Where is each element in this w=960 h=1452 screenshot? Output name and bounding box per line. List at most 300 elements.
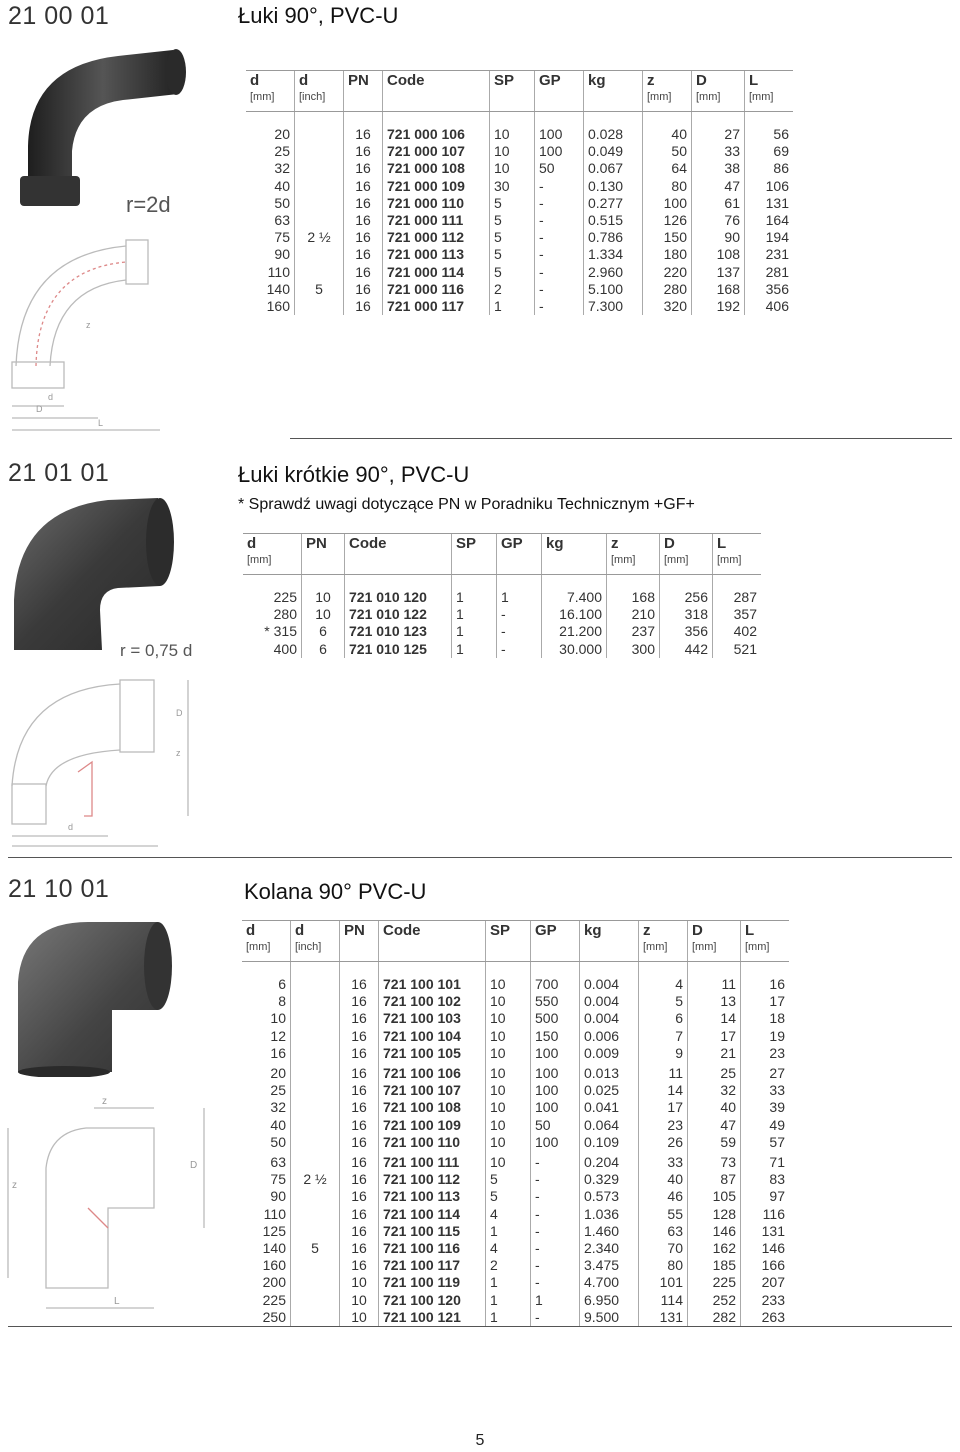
table-cell: 1 <box>486 1309 531 1326</box>
column-header: Code <box>383 71 490 112</box>
table-cell: 32 <box>270 1099 286 1116</box>
table-cell: 721 100 115 <box>379 1223 486 1240</box>
table-cell: 100 <box>531 1134 580 1151</box>
table-cell: 150 <box>643 229 692 246</box>
table-cell: - <box>531 1154 580 1171</box>
table-cell: 10 <box>486 1065 531 1082</box>
table-cell: 16 <box>340 1257 379 1274</box>
table-cell: 1 <box>486 1292 531 1309</box>
table-cell: 23 <box>741 1045 790 1062</box>
table-cell: 5.100 <box>584 281 643 298</box>
section-title: Łuki krótkie 90°, PVC-U <box>238 462 470 487</box>
table-cell: 5 <box>490 212 535 229</box>
table-cell: 2 ½ <box>295 229 344 246</box>
table-cell: 160 <box>266 298 290 315</box>
table-cell: 0.049 <box>584 143 643 160</box>
table-row <box>242 1223 789 1240</box>
table-cell: 300 <box>607 641 660 658</box>
table-row <box>242 1099 789 1116</box>
table-cell: 16 <box>340 1188 379 1205</box>
svg-text:z: z <box>176 748 181 758</box>
table-cell: 721 100 110 <box>379 1134 486 1151</box>
table-cell: 700 <box>531 976 580 993</box>
page-number: 5 <box>475 1432 485 1449</box>
section-divider <box>8 857 952 858</box>
table-row <box>246 229 793 246</box>
column-header: D [mm] <box>688 921 741 962</box>
table-cell: 400 <box>273 640 297 657</box>
column-header: kg <box>580 921 639 962</box>
table-cell: 32 <box>274 160 290 177</box>
table-cell: 16 <box>344 229 383 246</box>
table-cell: 10 <box>486 993 531 1010</box>
table-row <box>242 1045 789 1062</box>
table-cell: 21 <box>688 1045 741 1062</box>
table-cell <box>291 1010 340 1027</box>
column-header: D [mm] <box>692 71 745 112</box>
table-cell: 721 100 121 <box>379 1309 486 1326</box>
table-cell: 17 <box>639 1099 688 1116</box>
table-cell: 131 <box>639 1309 688 1326</box>
table-cell: 1 <box>486 1274 531 1291</box>
table-cell: - <box>531 1206 580 1223</box>
table-cell <box>291 1117 340 1134</box>
column-header: PN <box>302 534 345 575</box>
table-cell: 16 <box>340 1154 379 1171</box>
table-cell: 90 <box>274 246 290 263</box>
table-row <box>242 976 789 993</box>
table-cell: 194 <box>745 229 794 246</box>
table-cell: 721 010 120 <box>345 589 452 606</box>
table-row <box>243 623 761 640</box>
table-row <box>242 993 789 1010</box>
table-cell <box>291 1028 340 1045</box>
table-cell <box>291 1065 340 1082</box>
table-cell: 106 <box>745 178 794 195</box>
column-header: SP <box>452 534 497 575</box>
table-cell: 16 <box>340 1171 379 1188</box>
table-cell: 721 100 116 <box>379 1240 486 1257</box>
table-row <box>246 281 793 298</box>
dimensions-table <box>246 70 793 315</box>
table-cell: 18 <box>741 1010 790 1027</box>
svg-text:L: L <box>98 418 104 428</box>
product-code: 21 00 01 <box>8 2 110 30</box>
table-cell: 16 <box>340 1223 379 1240</box>
table-cell: 40 <box>643 126 692 143</box>
table-cell: 17 <box>741 993 790 1010</box>
column-header: Code <box>379 921 486 962</box>
table-cell: 0.573 <box>580 1188 639 1205</box>
table-cell: 4 <box>486 1206 531 1223</box>
table-cell: 20 <box>274 126 290 142</box>
table-cell <box>295 246 344 263</box>
svg-text:d: d <box>68 822 74 832</box>
table-cell: 5 <box>486 1188 531 1205</box>
table-cell: 721 100 119 <box>379 1274 486 1291</box>
table-cell: 0.277 <box>584 195 643 212</box>
short-bend-photo <box>8 490 208 665</box>
table-cell: 8 <box>278 993 286 1010</box>
table-cell: 0.109 <box>580 1134 639 1151</box>
table-cell: 4.700 <box>580 1274 639 1291</box>
table-cell: 20 <box>270 1065 286 1082</box>
table-cell: 5 <box>490 246 535 263</box>
table-cell: 47 <box>688 1117 741 1134</box>
table-cell <box>291 1257 340 1274</box>
table-cell: 442 <box>660 641 713 658</box>
table-cell: 100 <box>535 126 584 143</box>
table-cell: 71 <box>741 1154 790 1171</box>
table-cell: 140 <box>266 280 290 297</box>
table-row <box>242 1206 789 1223</box>
table-cell <box>291 1134 340 1151</box>
table-cell: 5 <box>490 229 535 246</box>
table-cell <box>291 993 340 1010</box>
table-cell: 73 <box>688 1154 741 1171</box>
table-row <box>246 126 793 143</box>
table-cell <box>291 1274 340 1291</box>
table-cell: 721 000 110 <box>383 195 490 212</box>
table-cell: 27 <box>741 1065 790 1082</box>
table-cell: 97 <box>741 1188 790 1205</box>
table-cell: 100 <box>531 1099 580 1116</box>
table-cell: 10 <box>486 1045 531 1062</box>
table-cell: 282 <box>688 1309 741 1326</box>
table-cell: 14 <box>688 1010 741 1027</box>
table-cell: 250 <box>262 1308 286 1325</box>
table-cell: - <box>535 178 584 195</box>
table-cell: 90 <box>692 229 745 246</box>
table-cell: 39 <box>741 1099 790 1116</box>
table-cell: 160 <box>262 1257 286 1274</box>
column-header: kg <box>542 534 607 575</box>
table-cell <box>291 1223 340 1240</box>
table-cell: 6 <box>278 976 286 992</box>
table-cell: 55 <box>639 1206 688 1223</box>
table-cell: 2.340 <box>580 1240 639 1257</box>
table-cell: 721 010 122 <box>345 606 452 623</box>
table-cell: 32 <box>688 1082 741 1099</box>
table-row <box>246 246 793 263</box>
table-cell: 721 100 104 <box>379 1028 486 1045</box>
column-header: d [inch] <box>291 921 340 962</box>
table-cell: 2.960 <box>584 264 643 281</box>
table-row <box>246 178 793 195</box>
table-cell: 287 <box>713 589 762 606</box>
table-cell: 33 <box>741 1082 790 1099</box>
table-cell <box>295 143 344 160</box>
dimensions-table <box>243 533 761 658</box>
table-cell: 100 <box>643 195 692 212</box>
table-cell: 1.460 <box>580 1223 639 1240</box>
table-cell: - <box>535 281 584 298</box>
table-cell: 500 <box>531 1010 580 1027</box>
table-cell: 16 <box>340 1206 379 1223</box>
table-cell: 16 <box>340 1240 379 1257</box>
table-cell <box>291 1206 340 1223</box>
table-cell: 50 <box>274 194 290 211</box>
table-cell <box>291 1292 340 1309</box>
table-cell: 13 <box>688 993 741 1010</box>
table-cell: 69 <box>745 143 794 160</box>
table-cell: 108 <box>692 246 745 263</box>
column-header: GP <box>531 921 580 962</box>
table-cell: 110 <box>263 1205 286 1222</box>
short-bend-drawing <box>8 676 198 851</box>
table-cell: 1 <box>452 623 497 640</box>
table-cell: 318 <box>660 606 713 623</box>
table-cell: 16 <box>340 1045 379 1062</box>
column-header: GP <box>535 71 584 112</box>
section-title: Kolana 90° PVC-U <box>244 879 427 904</box>
table-cell: 40 <box>274 177 290 194</box>
elbow-drawing <box>4 1088 216 1323</box>
table-cell: 16 <box>340 1010 379 1027</box>
table-cell: 0.006 <box>580 1028 639 1045</box>
table-cell: 70 <box>639 1240 688 1257</box>
column-header: L [mm] <box>745 71 794 112</box>
table-cell: 56 <box>745 126 794 143</box>
table-cell: 16 <box>340 1099 379 1116</box>
table-cell: 116 <box>741 1206 790 1223</box>
table-cell: 721 100 109 <box>379 1117 486 1134</box>
table-cell: 220 <box>643 264 692 281</box>
table-cell: 721 010 123 <box>345 623 452 640</box>
table-cell: 83 <box>741 1171 790 1188</box>
table-cell: 0.130 <box>584 178 643 195</box>
table-cell: 1 <box>452 606 497 623</box>
table-cell: 30 <box>490 178 535 195</box>
table-cell: 64 <box>643 160 692 177</box>
column-header: z [mm] <box>643 71 692 112</box>
column-header: SP <box>486 921 531 962</box>
table-cell: 721 100 105 <box>379 1045 486 1062</box>
table-cell: 0.004 <box>580 993 639 1010</box>
table-cell: 49 <box>741 1117 790 1134</box>
table-cell: 7.400 <box>542 589 607 606</box>
table-row <box>242 1117 789 1134</box>
table-cell: 721 100 120 <box>379 1292 486 1309</box>
table-cell <box>291 1082 340 1099</box>
table-cell: 1 <box>452 589 497 606</box>
table-cell: - <box>535 195 584 212</box>
table-cell: 16 <box>340 993 379 1010</box>
table-cell: 721 100 106 <box>379 1065 486 1082</box>
column-header: D [mm] <box>660 534 713 575</box>
table-row <box>246 160 793 177</box>
table-cell: 23 <box>639 1117 688 1134</box>
table-cell: 0.067 <box>584 160 643 177</box>
table-cell: 27 <box>692 126 745 143</box>
table-cell: 721 100 107 <box>379 1082 486 1099</box>
table-cell: 320 <box>643 298 692 315</box>
table-cell: - <box>531 1240 580 1257</box>
table-cell: 6 <box>302 641 345 658</box>
table-cell: 225 <box>273 589 297 605</box>
table-cell: 80 <box>639 1257 688 1274</box>
table-cell <box>295 126 344 143</box>
table-cell: 0.028 <box>584 126 643 143</box>
table-cell: 101 <box>639 1274 688 1291</box>
table-cell: 10 <box>486 1082 531 1099</box>
table-cell: 356 <box>745 281 794 298</box>
table-cell: 0.025 <box>580 1082 639 1099</box>
table-cell: 2 <box>486 1257 531 1274</box>
table-cell: 126 <box>643 212 692 229</box>
table-cell: 10 <box>340 1292 379 1309</box>
table-cell: 1 <box>452 641 497 658</box>
table-cell <box>291 1188 340 1205</box>
table-cell: 1 <box>486 1223 531 1240</box>
table-cell: 10 <box>486 1117 531 1134</box>
table-cell: 50 <box>535 160 584 177</box>
table-cell: 16 <box>344 126 383 143</box>
column-header: d [mm] <box>243 534 302 575</box>
column-header: L [mm] <box>713 534 762 575</box>
table-cell: 50 <box>643 143 692 160</box>
table-cell: 0.041 <box>580 1099 639 1116</box>
table-cell: 10 <box>486 1028 531 1045</box>
table-cell: 131 <box>741 1223 790 1240</box>
table-cell: 16 <box>344 212 383 229</box>
table-cell: 12 <box>270 1027 286 1044</box>
table-cell: 225 <box>262 1291 286 1308</box>
table-cell: 721 000 117 <box>383 298 490 315</box>
column-header: SP <box>490 71 535 112</box>
table-cell: 207 <box>741 1274 790 1291</box>
svg-text:D: D <box>36 404 43 414</box>
table-cell: 256 <box>660 589 713 606</box>
table-row <box>243 589 761 606</box>
table-row <box>243 606 761 623</box>
table-cell: 0.515 <box>584 212 643 229</box>
table-cell: 185 <box>688 1257 741 1274</box>
table-cell: - <box>531 1171 580 1188</box>
table-row <box>242 1028 789 1045</box>
table-cell: 5 <box>486 1171 531 1188</box>
table-cell: 100 <box>531 1045 580 1062</box>
column-header: L [mm] <box>741 921 790 962</box>
column-header: PN <box>340 921 379 962</box>
svg-text:d: d <box>48 392 54 402</box>
table-cell: 2 ½ <box>291 1171 340 1188</box>
table-cell: 9.500 <box>580 1309 639 1326</box>
table-row <box>242 1257 789 1274</box>
column-header: z [mm] <box>639 921 688 962</box>
table-cell: 1 <box>531 1292 580 1309</box>
bend-photo <box>8 36 208 216</box>
table-cell: 180 <box>643 246 692 263</box>
table-row <box>246 264 793 281</box>
table-cell <box>295 298 344 315</box>
table-row <box>243 641 761 658</box>
table-cell: 40 <box>270 1116 286 1133</box>
table-cell: 63 <box>639 1223 688 1240</box>
table-cell: 0.064 <box>580 1117 639 1134</box>
table-cell: 5 <box>490 195 535 212</box>
table-cell: 5 <box>639 993 688 1010</box>
table-cell: 47 <box>692 178 745 195</box>
table-cell: 46 <box>639 1188 688 1205</box>
table-cell: 10 <box>490 126 535 143</box>
table-cell: 16 <box>270 1044 286 1061</box>
table-cell: 0.004 <box>580 1010 639 1027</box>
table-cell: 146 <box>741 1240 790 1257</box>
table-cell: 1 <box>497 589 542 606</box>
table-cell: - <box>535 246 584 263</box>
elbow-photo <box>8 912 208 1077</box>
table-cell: 10 <box>486 1010 531 1027</box>
table-row <box>246 298 793 315</box>
section-divider <box>8 1326 952 1327</box>
table-cell: 105 <box>688 1188 741 1205</box>
product-code: 21 10 01 <box>8 875 110 903</box>
table-cell <box>291 1099 340 1116</box>
table-cell: 16 <box>340 1028 379 1045</box>
table-cell: 4 <box>639 976 688 993</box>
table-cell: 231 <box>745 246 794 263</box>
dimensions-table <box>242 920 789 1326</box>
table-cell: 192 <box>692 298 745 315</box>
column-header: z [mm] <box>607 534 660 575</box>
table-cell: 86 <box>745 160 794 177</box>
table-cell: 0.329 <box>580 1171 639 1188</box>
column-header: d [inch] <box>295 71 344 112</box>
table-cell: 80 <box>643 178 692 195</box>
table-cell <box>291 1154 340 1171</box>
table-cell: 16 <box>741 976 790 993</box>
column-header: kg <box>584 71 643 112</box>
table-cell: 10 <box>302 589 345 606</box>
table-row <box>242 1154 789 1171</box>
table-cell: 26 <box>639 1134 688 1151</box>
table-cell: 4 <box>486 1240 531 1257</box>
table-cell: 357 <box>713 606 762 623</box>
table-cell: 16 <box>344 264 383 281</box>
table-cell: 252 <box>688 1292 741 1309</box>
table-cell: 7 <box>639 1028 688 1045</box>
svg-text:D: D <box>176 708 183 718</box>
table-cell: 721 000 112 <box>383 229 490 246</box>
table-cell: 721 000 108 <box>383 160 490 177</box>
svg-text:z: z <box>102 1096 107 1107</box>
table-cell: 131 <box>745 195 794 212</box>
table-row <box>242 1274 789 1291</box>
table-cell: - <box>531 1223 580 1240</box>
table-cell: 100 <box>535 143 584 160</box>
table-cell: 16 <box>344 143 383 160</box>
table-cell: 0.004 <box>580 976 639 993</box>
table-cell: 114 <box>639 1292 688 1309</box>
table-cell: 721 000 113 <box>383 246 490 263</box>
section-note: * Sprawdź uwagi dotyczące PN w Poradniku Technicznym +GF+ <box>238 496 695 513</box>
table-cell <box>295 160 344 177</box>
table-cell: 16 <box>344 178 383 195</box>
table-cell <box>291 1045 340 1062</box>
table-cell: 10 <box>486 1099 531 1116</box>
table-cell: 0.786 <box>584 229 643 246</box>
table-cell: 16.100 <box>542 606 607 623</box>
table-cell: 721 000 111 <box>383 212 490 229</box>
table-cell: - <box>497 606 542 623</box>
table-cell: 10 <box>340 1274 379 1291</box>
table-cell: 57 <box>741 1134 790 1151</box>
table-cell: 100 <box>531 1082 580 1099</box>
table-cell: 10 <box>486 976 531 993</box>
table-cell: 16 <box>340 1134 379 1151</box>
table-cell: 721 000 106 <box>383 126 490 143</box>
